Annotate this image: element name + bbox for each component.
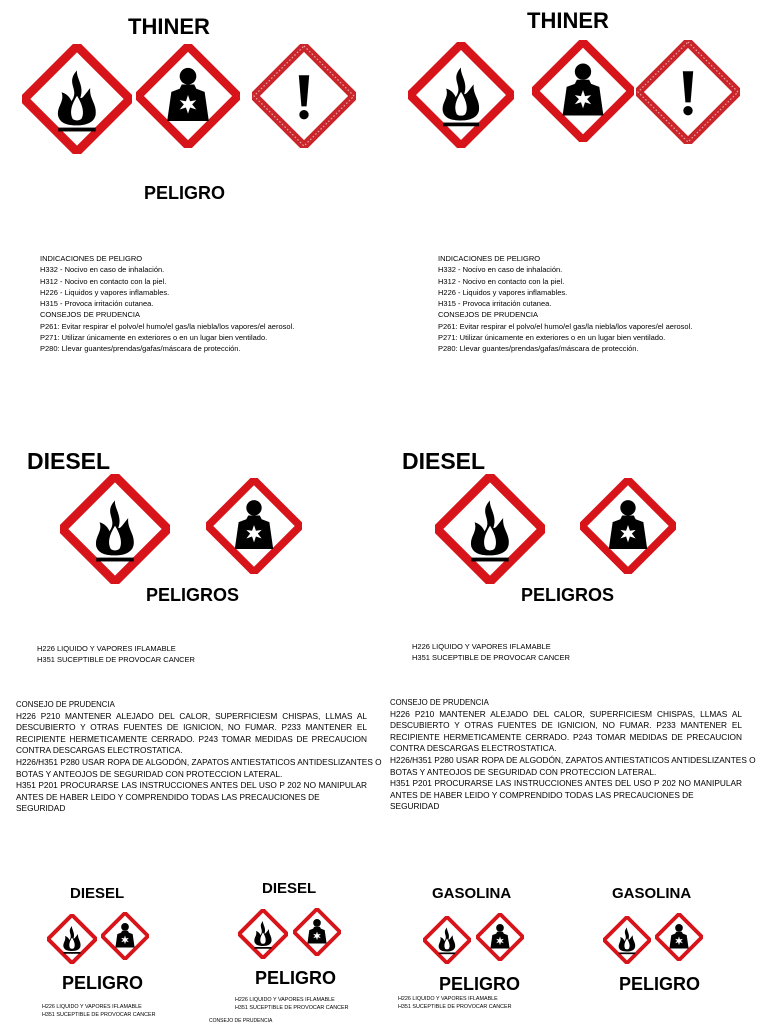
label-title: GASOLINA [612,885,692,902]
prudence-line: BOTAS Y ANTEOJOS DE SEGURIDAD CON PROTECCION LATERAL. [16,768,283,779]
hazard-heading: INDICACIONES DE PELIGRO [438,254,541,263]
prudence-heading: CONSEJOS DE PRUDENCIA [438,310,539,320]
hazard-statements [398,996,512,1011]
label-title: GASOLINA [432,885,512,902]
h351: H351 SUCEPTIBLE DE PROVOCAR CANCER [398,1003,512,1010]
health-hazard-pictogram-icon [476,913,524,961]
signal-word: PELIGRO [439,974,521,994]
prudence-line: CONTRA DESCARGAS ELECTROSTATICA. [16,745,183,756]
health-hazard-pictogram-icon [101,912,149,960]
prudence-line: RECIPIENTE HERMETICAMENTE CERRADO. P243 TOMAR MEDIDAS DE PRECAUCION [16,733,367,744]
h351: H351 SUCEPTIBLE DE PROVOCAR CANCER [235,1004,349,1011]
prudence-heading: CONSEJO DE PRUDENCIA [16,700,115,709]
signal-word: PELIGRO [255,968,337,988]
prudence-line: ANTES DE HABER LEIDO Y COMPRENDIDO TODAS LAS PRECAUCIONES DE SEGURIDAD [16,791,320,814]
h351: H351 SUCEPTIBLE DE PROVOCAR CANCER [37,655,195,665]
h332: H332 - Nocivo en caso de inhalación. [438,265,563,275]
h226: H226 LIQUIDO Y VAPORES IFLAMABLE [398,996,498,1002]
prudence-line: ANTES DE HABER LEIDO Y COMPRENDIDO TODAS LAS PRECAUCIONES DE SEGURIDAD [390,789,694,812]
hazard-statements [42,1004,156,1019]
prudence-line: H226 P210 MANTENER ALEJADO DEL CALOR, SUPERFICIESM CHISPAS, LLMAS AL [390,708,742,719]
signal-word: PELIGROS [521,585,615,605]
signal-word: PELIGROS [146,585,240,605]
prudence-line: H351 P201 PROCURARSE LAS INSTRUCCIONES ANTES DEL USO P 202 NO MANIPULAR [16,780,367,791]
hazard-heading: INDICACIONES DE PELIGRO [40,254,143,263]
prudence-line: H226 P210 MANTENER ALEJADO DEL CALOR, SUPERFICIESM CHISPAS, LLMAS AL [16,710,367,721]
h312: H312 - Nocivo en contacto con la piel. [40,276,167,286]
flame-pictogram-icon [238,909,288,959]
signal-word: PELIGRO [62,973,144,993]
flame-pictogram-icon [603,916,651,964]
h315: H315 - Provoca irritación cutanea. [438,299,552,309]
hazard-statements [235,997,349,1012]
flame-pictogram-icon [22,44,132,154]
health-hazard-pictogram-icon [532,40,634,142]
health-hazard-pictogram-icon [206,478,302,574]
health-hazard-pictogram-icon [580,478,676,574]
signal-word: PELIGRO [144,183,226,203]
exclamation-pictogram-icon [252,44,356,148]
h226: H226 LIQUIDO Y VAPORES IFLAMABLE [412,642,551,651]
prudence-heading: CONSEJOS DE PRUDENCIA [40,310,141,320]
hazard-statements [37,643,195,666]
p280: P280: Llevar guantes/prendas/gafas/máscara de protección. [438,344,639,354]
prudence-line: RECIPIENTE HERMETICAMENTE CERRADO. P243 TOMAR MEDIDAS DE PRECAUCION [390,731,742,742]
prudence-line: BOTAS Y ANTEOJOS DE SEGURIDAD CON PROTECCION LATERAL. [390,766,657,777]
prudence-statements [390,697,756,812]
label-title: DIESEL [70,885,125,902]
p271: P271: Utilizar únicamente en exteriores o en un lugar bien ventilado. [438,333,666,343]
prudence-heading: CONSEJO DE PRUDENCIA [390,698,489,707]
health-hazard-pictogram-icon [655,913,703,961]
flame-pictogram-icon [60,474,170,584]
flame-pictogram-icon [423,916,471,964]
label-title: THINER [128,14,210,39]
prudence-line: DESCUBIERTO Y OTRAS FUENTES DE IGNICION, NO FUMAR. P233 MANTENER EL [390,720,742,731]
h226: H226 LIQUIDO Y VAPORES IFLAMABLE [42,1004,142,1010]
h226: H226 - Liquidos y vapores inflamables. [438,287,568,297]
flame-pictogram-icon [408,42,514,148]
prudence-line: H351 P201 PROCURARSE LAS INSTRUCCIONES ANTES DEL USO P 202 NO MANIPULAR [390,778,742,789]
hazard-statements [438,253,692,355]
flame-pictogram-icon [47,914,97,964]
health-hazard-pictogram-icon [136,44,240,148]
label-title: DIESEL [27,448,111,474]
h226: H226 LIQUIDO Y VAPORES IFLAMABLE [235,997,335,1003]
h351: H351 SUCEPTIBLE DE PROVOCAR CANCER [412,653,570,663]
h315: H315 - Provoca irritación cutanea. [40,299,154,309]
h312: H312 - Nocivo en contacto con la piel. [438,276,565,286]
prudence-line: H226/H351 P280 USAR ROPA DE ALGODÓN, ZAPATOS ANTIESTATICOS ANTIDESLIZANTES O [16,756,382,767]
p280: P280: Llevar guantes/prendas/gafas/máscara de protección. [40,344,241,354]
health-hazard-pictogram-icon [293,908,341,956]
h351: H351 SUCEPTIBLE DE PROVOCAR CANCER [42,1011,156,1018]
prudence-heading: CONSEJO DE PRUDENCIA [209,1018,273,1024]
p261: P261: Evitar respirar el polvo/el humo/el gas/la niebla/los vapores/el aerosol. [438,321,693,331]
signal-word: PELIGRO [619,974,701,994]
label-title: THINER [527,8,609,33]
prudence-line: H226/H351 P280 USAR ROPA DE ALGODÓN, ZAPATOS ANTIESTATICOS ANTIDESLIZANTES O [390,754,756,765]
label-title: DIESEL [402,448,486,474]
hazard-statements [40,253,294,355]
p271: P271: Utilizar únicamente en exteriores o en un lugar bien ventilado. [40,333,268,343]
flame-pictogram-icon [435,474,545,584]
label-title: DIESEL [262,880,317,897]
h226: H226 LIQUIDO Y VAPORES IFLAMABLE [37,644,176,653]
h332: H332 - Nocivo en caso de inhalación. [40,265,165,275]
p261: P261: Evitar respirar el polvo/el humo/el gas/la niebla/los vapores/el aerosol. [40,321,295,331]
h226: H226 - Liquidos y vapores inflamables. [40,287,170,297]
prudence-statements [16,699,382,814]
exclamation-pictogram-icon [636,40,740,144]
hazard-statements [412,641,570,664]
prudence-line: CONTRA DESCARGAS ELECTROSTATICA. [390,743,557,754]
prudence-line: DESCUBIERTO Y OTRAS FUENTES DE IGNICION, NO FUMAR. P233 MANTENER EL [16,722,367,733]
